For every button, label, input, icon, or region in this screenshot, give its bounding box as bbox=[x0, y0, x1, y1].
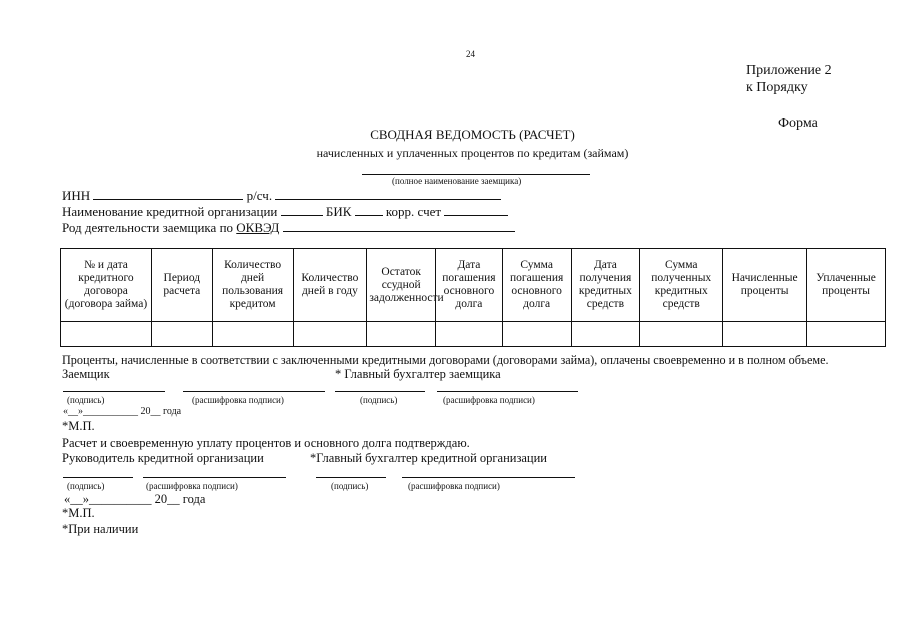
activity-label: Род деятельности заемщика по bbox=[62, 220, 234, 235]
bik-label: БИК bbox=[325, 204, 352, 219]
bank-date-line[interactable]: «__»__________ 20__ года bbox=[64, 492, 206, 506]
col-header: Количество дней в году bbox=[293, 249, 367, 322]
bank-accountant-decoding-caption: (расшифровка подписи) bbox=[408, 481, 500, 491]
borrower-accountant-signature-line[interactable] bbox=[335, 391, 425, 392]
borrower-decoding-caption: (расшифровка подписи) bbox=[192, 395, 284, 405]
col-header: Уплаченные проценты bbox=[807, 249, 886, 322]
inn-row bbox=[62, 187, 501, 204]
borrower-stamp: *М.П. bbox=[62, 419, 95, 433]
payment-statement: Проценты, начисленные в соответствии с заключенными кредитными договорами (договорами займа), оплачены своевременно и в полном объеме. bbox=[62, 353, 829, 367]
col-header: Начисленные проценты bbox=[723, 249, 807, 322]
bank-accountant-signature-caption: (подпись) bbox=[331, 481, 369, 491]
table-cell[interactable] bbox=[640, 322, 723, 347]
page-number: 24 bbox=[466, 49, 475, 59]
table-header-row bbox=[61, 249, 886, 322]
col-header: № и дата кредитного договора (договора займа) bbox=[61, 249, 152, 322]
confirmation-text: Расчет и своевременную уплату процентов и основного долга подтверждаю. bbox=[62, 436, 470, 450]
table-cell[interactable] bbox=[436, 322, 503, 347]
appendix-line-2: к Порядку bbox=[746, 80, 808, 95]
bank-head-decoding-line[interactable] bbox=[143, 477, 286, 478]
document-title: СВОДНАЯ ВЕДОМОСТЬ (РАСЧЕТ) bbox=[370, 127, 575, 142]
table-cell[interactable] bbox=[61, 322, 152, 347]
borrower-name-line[interactable] bbox=[362, 174, 590, 175]
corr-field[interactable] bbox=[444, 203, 508, 216]
borrower-label: Заемщик bbox=[62, 367, 110, 381]
col-header: Сумма погашения основного долга bbox=[502, 249, 571, 322]
appendix-line-1: Приложение 2 bbox=[746, 63, 832, 78]
table-row bbox=[61, 322, 886, 347]
footnote: *При наличии bbox=[62, 522, 139, 536]
table-cell[interactable] bbox=[807, 322, 886, 347]
org-field[interactable] bbox=[281, 203, 323, 216]
table-cell[interactable] bbox=[502, 322, 571, 347]
borrower-date-line[interactable]: «__»___________ 20__ года bbox=[63, 406, 182, 417]
corr-label: корр. счет bbox=[385, 204, 442, 219]
table-cell[interactable] bbox=[293, 322, 367, 347]
col-header: Дата погашения основного долга bbox=[436, 249, 503, 322]
bank-head-signature-caption: (подпись) bbox=[67, 481, 105, 491]
activity-field[interactable] bbox=[283, 219, 515, 232]
bank-accountant-label: *Главный бухгалтер кредитной организации bbox=[310, 451, 547, 465]
borrower-name-caption: (полное наименование заемщика) bbox=[392, 176, 522, 186]
bank-stamp: *М.П. bbox=[62, 506, 95, 520]
table-cell[interactable] bbox=[723, 322, 807, 347]
appendix-reference bbox=[746, 62, 832, 96]
interest-ledger-table bbox=[60, 248, 886, 347]
col-header: Период расчета bbox=[151, 249, 212, 322]
form-label: Форма bbox=[778, 116, 818, 131]
borrower-decoding-line[interactable] bbox=[183, 391, 325, 392]
borrower-accountant-label: * Главный бухгалтер заемщика bbox=[335, 367, 501, 381]
bank-row bbox=[62, 203, 508, 220]
bank-head-signature-line[interactable] bbox=[63, 477, 133, 478]
col-header: Количество дней пользования кредитом bbox=[212, 249, 293, 322]
table-cell[interactable] bbox=[212, 322, 293, 347]
borrower-accountant-decoding-caption: (расшифровка подписи) bbox=[443, 395, 535, 405]
borrower-signature-line[interactable] bbox=[63, 391, 165, 392]
borrower-accountant-signature-caption: (подпись) bbox=[360, 395, 398, 405]
inn-field[interactable] bbox=[93, 187, 243, 200]
borrower-accountant-decoding-line[interactable] bbox=[437, 391, 578, 392]
bik-field[interactable] bbox=[355, 203, 383, 216]
org-label: Наименование кредитной организации bbox=[62, 204, 278, 219]
table-cell[interactable] bbox=[571, 322, 640, 347]
bank-accountant-decoding-line[interactable] bbox=[402, 477, 575, 478]
borrower-signature-caption: (подпись) bbox=[67, 395, 105, 405]
activity-row bbox=[62, 219, 515, 236]
col-header: Дата получения кредитных средств bbox=[571, 249, 640, 322]
bank-head-decoding-caption: (расшифровка подписи) bbox=[146, 481, 238, 491]
document-subtitle: начисленных и уплаченных процентов по кредитам (займам) bbox=[316, 146, 629, 160]
col-header: Остаток ссудной задолженности bbox=[367, 249, 436, 322]
table-cell[interactable] bbox=[367, 322, 436, 347]
bank-head-label: Руководитель кредитной организации bbox=[62, 451, 264, 465]
account-field[interactable] bbox=[275, 187, 501, 200]
inn-label: ИНН bbox=[62, 188, 91, 203]
col-header: Сумма полученных кредитных средств bbox=[640, 249, 723, 322]
bank-accountant-signature-line[interactable] bbox=[316, 477, 386, 478]
account-label: р/сч. bbox=[246, 188, 273, 203]
table-cell[interactable] bbox=[151, 322, 212, 347]
okved-label: ОКВЭД bbox=[236, 220, 280, 235]
